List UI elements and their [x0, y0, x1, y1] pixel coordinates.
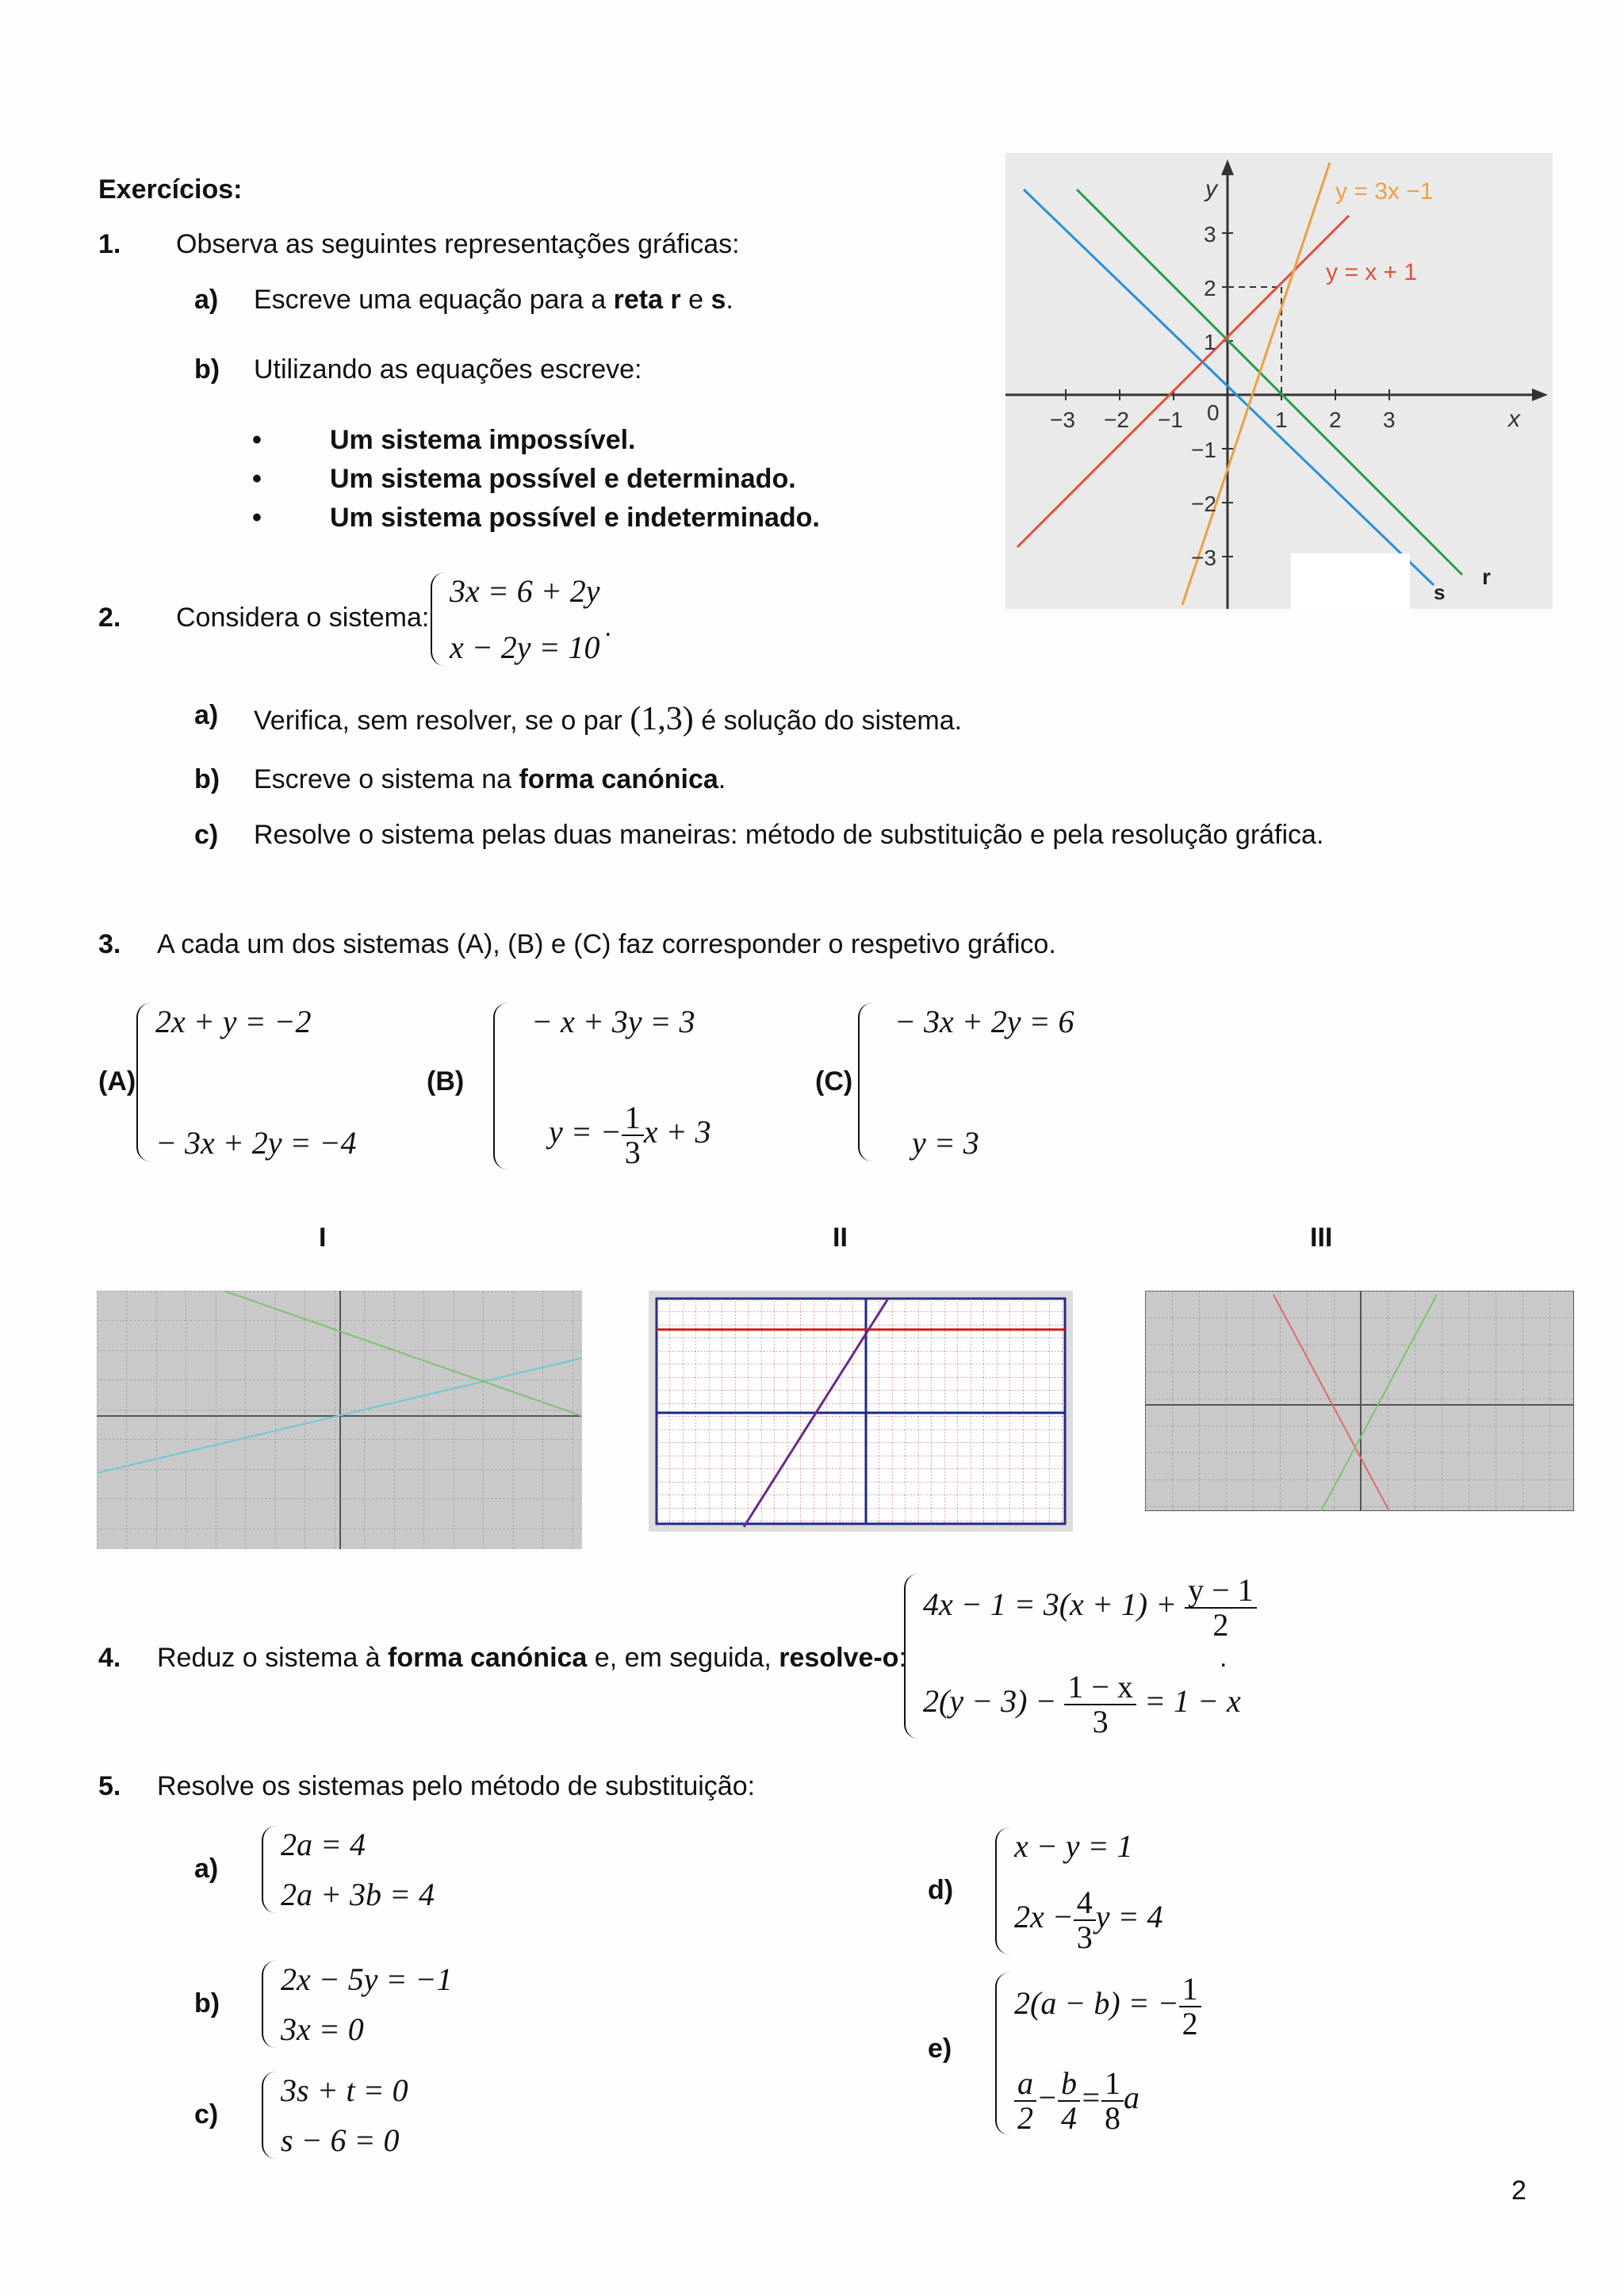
q5-number: 5. [98, 1771, 121, 1801]
figure1-graph [1005, 153, 1553, 609]
origin-label: 0 [1207, 400, 1220, 425]
fraction-numerator: 1 − x [1064, 1670, 1136, 1705]
graph-ii [649, 1291, 1073, 1532]
eq-part: 2(y − 3) − [923, 1683, 1057, 1720]
q5b-eq2: 3x = 0 [281, 2011, 364, 2047]
fraction [1185, 1574, 1257, 1642]
q2c-label: c) [194, 820, 219, 850]
q5b-label: b) [194, 1988, 220, 2019]
x-tick-label: 3 [1383, 408, 1396, 432]
bullet-text: Um sistema possível e determinado. [330, 464, 796, 494]
fraction [1064, 1670, 1136, 1739]
q3-system-a-label: (A) [98, 1066, 136, 1096]
bullet-text: Um sistema possível e indeterminado. [330, 503, 820, 533]
label-line-r: r [1482, 564, 1491, 589]
fraction-denominator: 3 [624, 1135, 641, 1170]
fraction [1179, 1973, 1201, 2041]
q4-text [157, 1643, 906, 1674]
graph-i [97, 1291, 582, 1549]
system-c-eq2: y = 3 [912, 1125, 979, 1161]
q5d-system [995, 1827, 1163, 1954]
q5b-system [262, 1961, 452, 2048]
q3-system-c [858, 1003, 1074, 1161]
q5e-eq2 [1014, 2067, 1201, 2135]
graph-label-ii: II [833, 1223, 848, 1253]
fraction-denominator: 2 [1017, 2100, 1033, 2136]
axis-label-x: x [1508, 406, 1520, 432]
q2-number: 2. [98, 603, 121, 633]
q2-eq1: 3x = 6 + 2y [450, 573, 600, 609]
x-tick-label: −1 [1158, 408, 1183, 432]
figure1-background [1005, 153, 1553, 609]
system-brace [493, 1003, 508, 1169]
x-tick-label: 2 [1329, 408, 1342, 432]
graph-label-i: I [319, 1223, 327, 1253]
q3-system-b [493, 1003, 711, 1169]
system-brace [262, 2072, 276, 2159]
fraction-numerator: b [1058, 2067, 1080, 2102]
y-tick-label: 3 [1204, 222, 1216, 247]
fraction [622, 1101, 644, 1169]
q5e-eq1 [1014, 1973, 1201, 2041]
q1a-text-part: . [726, 285, 733, 315]
q2b-label: b) [194, 764, 220, 794]
q2a-label: a) [194, 700, 219, 730]
q1a-label: a) [194, 285, 219, 315]
figure1-whiteout [1291, 553, 1410, 609]
q4-text-part: : [898, 1643, 906, 1673]
fraction [1014, 2067, 1036, 2135]
q3-system-a [136, 1003, 356, 1161]
q2-prompt: Considera o sistema: [176, 603, 430, 633]
q4-eq1 [923, 1574, 1257, 1642]
system-brace [262, 1961, 276, 2048]
x-tick-label: −2 [1104, 408, 1129, 432]
page-number: 2 [1511, 2175, 1526, 2206]
fraction-numerator: 1 [1179, 1973, 1201, 2007]
graph-ii-grid [657, 1299, 1065, 1524]
system-brace [858, 1003, 872, 1161]
fraction-denominator: 3 [1076, 1919, 1093, 1955]
bullet-item [252, 425, 820, 464]
y-tick-label: 2 [1204, 276, 1216, 300]
label-y-3x-minus-1: y = 3x −1 [1335, 178, 1434, 205]
system-brace [136, 1003, 151, 1161]
bullet-dot: • [252, 503, 262, 533]
q4-text-part: e, em seguida, [587, 1643, 779, 1673]
eq-part: y = − [549, 1114, 622, 1150]
q1a-bold-r: reta r [613, 285, 681, 315]
system-brace [262, 1826, 276, 1913]
graph-label-iii: III [1310, 1223, 1333, 1253]
q1a-text [254, 285, 733, 316]
q4-period: . [1220, 1643, 1228, 1673]
q4-text-part: Reduz o sistema à [157, 1643, 389, 1673]
q2-eq2: x − 2y = 10 [450, 629, 600, 665]
q3-number: 3. [98, 929, 121, 959]
y-tick-label: 1 [1204, 330, 1216, 354]
q2-period: . [604, 612, 612, 642]
q2a-pair: (1,3) [630, 701, 694, 737]
q5c-eq2: s − 6 = 0 [281, 2122, 400, 2158]
system-c-eq1: − 3x + 2y = 6 [894, 1004, 1074, 1039]
y-tick-label: −3 [1191, 545, 1216, 570]
system-brace [995, 1827, 1009, 1954]
q1b-text: Utilizando as equações escreve: [254, 354, 642, 385]
eq-part: a [1124, 2080, 1139, 2116]
q4-system [904, 1574, 1257, 1739]
q1-number: 1. [98, 229, 121, 259]
q2c-text: Resolve o sistema pelas duas maneiras: método de substituição e pela resolução gráfica. [254, 820, 1324, 850]
page-heading: Exercícios: [98, 174, 243, 205]
q4-bold: forma canónica [388, 1643, 588, 1673]
q5d-eq1: x − y = 1 [1014, 1828, 1133, 1864]
q2b-text [254, 764, 726, 795]
fraction-denominator: 2 [1212, 1607, 1229, 1643]
q5a-eq2: 2a + 3b = 4 [281, 1877, 435, 1912]
bullet-dot: • [252, 425, 262, 455]
label-y-x-plus-1: y = x + 1 [1326, 259, 1418, 285]
q5a-eq1: 2a = 4 [281, 1827, 366, 1862]
q2b-bold: forma canónica [519, 764, 718, 794]
fraction-denominator: 8 [1105, 2100, 1120, 2136]
fraction-numerator: y − 1 [1185, 1574, 1257, 1609]
q5c-label: c) [194, 2099, 219, 2130]
fraction-numerator: 1 [622, 1101, 644, 1136]
system-brace [431, 572, 445, 666]
fraction-denominator: 4 [1061, 2100, 1077, 2136]
system-brace [995, 1973, 1009, 2135]
graph-iii [1145, 1291, 1574, 1511]
q1a-text-part: Escreve uma equação para a [254, 285, 614, 315]
eq-part: 2x − [1014, 1899, 1074, 1935]
q5a-label: a) [194, 1854, 219, 1884]
q1b-label: b) [194, 354, 220, 385]
q2b-text-part: . [718, 764, 726, 794]
system-b-eq2 [531, 1101, 711, 1169]
bullet-item [252, 503, 820, 541]
q5d-label: d) [928, 1875, 954, 1905]
q4-bold: resolve-o [779, 1643, 899, 1673]
x-tick-label: −3 [1050, 408, 1075, 432]
eq-part: 2(a − b) = − [1014, 1985, 1179, 2022]
system-a-eq2: − 3x + 2y = −4 [155, 1125, 357, 1161]
q3-system-b-label: (B) [427, 1066, 465, 1096]
q1a-text-part: e [680, 285, 711, 315]
q5a-system [262, 1826, 435, 1913]
q2b-text-part: Escreve o sistema na [254, 764, 519, 794]
graph-iii-grid [1145, 1291, 1574, 1511]
system-b-eq1: − x + 3y = 3 [531, 1004, 695, 1039]
q5d-eq2 [1014, 1886, 1163, 1954]
q1-bullet-list [252, 425, 820, 541]
eq-part: x + 3 [643, 1114, 711, 1150]
x-tick-label: 1 [1275, 408, 1288, 432]
q2a-text [254, 700, 962, 738]
q5-prompt: Resolve os sistemas pelo método de substituição: [157, 1771, 756, 1801]
system-a-eq1: 2x + y = −2 [155, 1004, 312, 1039]
fraction-numerator: 4 [1074, 1886, 1096, 1921]
fraction-denominator: 3 [1092, 1704, 1109, 1739]
system-brace [904, 1574, 918, 1739]
q2a-text-part: Verifica, sem resolver, se o par [254, 706, 630, 736]
q3-system-c-label: (C) [815, 1066, 853, 1096]
bullet-item [252, 464, 820, 503]
q1a-bold-s: s [710, 285, 726, 315]
eq-part: = 1 − x [1143, 1683, 1241, 1720]
eq-part: = [1080, 2080, 1101, 2116]
fraction [1101, 2067, 1124, 2135]
eq-part: − [1036, 2080, 1058, 2116]
axis-label-y: y [1205, 176, 1217, 202]
bullet-text: Um sistema impossível. [330, 425, 636, 455]
q5c-system [262, 2072, 408, 2159]
fraction-denominator: 2 [1182, 2006, 1198, 2042]
q5e-system [995, 1973, 1201, 2135]
fraction [1074, 1886, 1096, 1954]
q1-prompt: Observa as seguintes representações gráficas: [176, 229, 740, 259]
q4-eq2 [923, 1670, 1257, 1739]
y-tick-label: −1 [1191, 438, 1216, 462]
q2-system [431, 572, 600, 666]
label-line-s: s [1434, 580, 1446, 604]
fraction-numerator: 1 [1101, 2067, 1124, 2102]
eq-part: 4x − 1 = 3(x + 1) + [923, 1586, 1178, 1623]
q2a-text-part: é solução do sistema. [693, 706, 963, 736]
bullet-dot: • [252, 464, 262, 494]
fraction-numerator: a [1014, 2067, 1036, 2102]
fraction [1058, 2067, 1080, 2135]
q5e-label: e) [928, 2034, 952, 2064]
q3-prompt: A cada um dos sistemas (A), (B) e (C) faz corresponder o respetivo gráfico. [157, 929, 1056, 959]
y-tick-label: −2 [1191, 492, 1216, 516]
q5b-eq1: 2x − 5y = −1 [281, 1961, 453, 1997]
q5c-eq1: 3s + t = 0 [281, 2072, 408, 2108]
eq-part: y = 4 [1095, 1899, 1163, 1935]
q4-number: 4. [98, 1643, 121, 1673]
